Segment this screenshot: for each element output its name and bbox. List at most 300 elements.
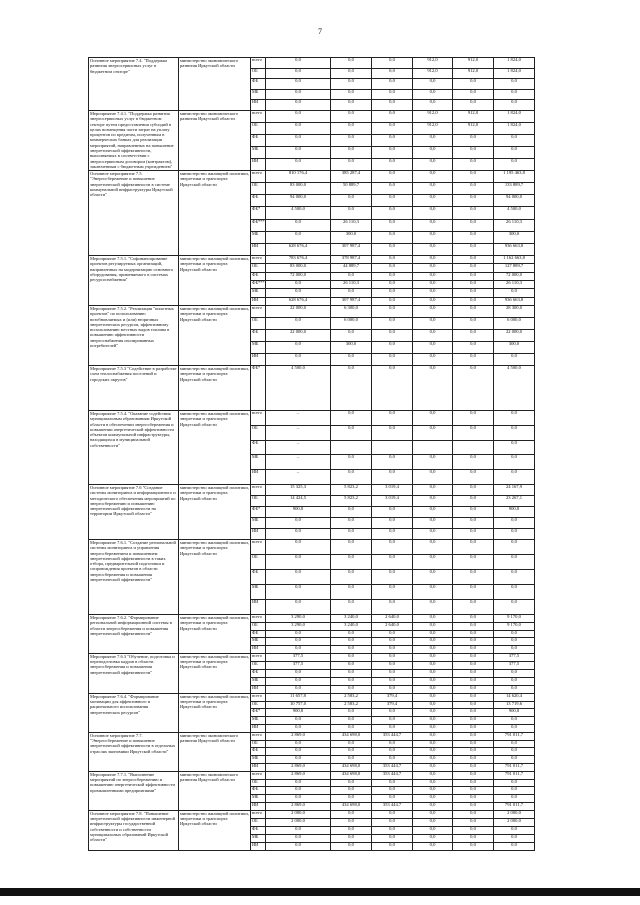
amount-cell: 0,0 xyxy=(413,614,453,622)
funding-source: всего xyxy=(251,653,266,661)
funding-source: всего xyxy=(251,255,266,263)
amount-cell: 0,0 xyxy=(453,685,494,693)
amount-cell: 94 000,0 xyxy=(266,195,331,207)
funding-source: ФБ* xyxy=(251,709,266,717)
amount-cell: 791 011,7 xyxy=(494,732,535,740)
amount-cell: 0,0 xyxy=(453,341,494,353)
funding-source: ИИ xyxy=(251,100,266,111)
funding-source: МБ xyxy=(251,89,266,100)
executor-name: министерство жилищной политики, энергетики и транспорта Иркутской области xyxy=(179,255,251,305)
amount-cell: 2 869,0 xyxy=(266,803,331,811)
amount-cell: 0,0 xyxy=(331,100,372,111)
amount-cell: 0,0 xyxy=(453,638,494,646)
amount-cell: 0,0 xyxy=(372,506,413,517)
amount-cell: 0,0 xyxy=(413,748,453,756)
amount-cell: 0,0 xyxy=(494,146,535,158)
amount-cell: 0,0 xyxy=(266,842,331,850)
amount-cell: 0,0 xyxy=(266,158,331,170)
amount-cell: 3 019,4 xyxy=(372,484,413,495)
amount-cell: 0,0 xyxy=(494,134,535,146)
funding-source: МБ xyxy=(251,517,266,528)
funding-source: ФБ xyxy=(251,79,266,90)
measure-name: Основное мероприятие 7.4. "Поддержка развития энергосервисных услуг в бюджетном секторе" xyxy=(89,58,179,111)
amount-cell: 0,0 xyxy=(331,677,372,685)
funding-source: всего xyxy=(251,110,266,122)
amount-cell: 300,0 xyxy=(331,341,372,353)
funding-source: ФБ xyxy=(251,787,266,795)
amount-cell: 0,0 xyxy=(413,365,453,410)
amount-cell: 0,0 xyxy=(453,693,494,701)
amount-cell: 0,0 xyxy=(413,810,453,818)
amount-cell: 0,0 xyxy=(413,701,453,709)
table-row xyxy=(89,410,593,425)
amount-cell: 9 170,0 xyxy=(494,622,535,630)
amount-cell: 28 300,0 xyxy=(494,305,535,317)
amount-cell: 0,0 xyxy=(453,243,494,255)
amount-cell: 0,0 xyxy=(372,709,413,717)
amount-cell: 0,0 xyxy=(331,826,372,834)
amount-cell: 0,0 xyxy=(494,455,535,470)
amount-cell: 0,0 xyxy=(372,219,413,231)
amount-cell: 353 444,7 xyxy=(372,764,413,772)
funding-source: ФБ* xyxy=(251,207,266,219)
amount-cell xyxy=(453,440,494,455)
amount-cell: 0,0 xyxy=(453,289,494,297)
funding-source: ФБ xyxy=(251,826,266,834)
amount-cell: 0,0 xyxy=(413,622,453,630)
amount-cell: 0,0 xyxy=(372,425,413,440)
amount-cell: 0,0 xyxy=(453,353,494,365)
amount-cell: 0,0 xyxy=(494,353,535,365)
amount-cell: 0,0 xyxy=(331,134,372,146)
amount-cell: 0,0 xyxy=(413,685,453,693)
amount-cell: 0,0 xyxy=(453,484,494,495)
amount-cell: 0,0 xyxy=(453,818,494,826)
amount-cell: 3 240,0 xyxy=(331,614,372,622)
amount-cell: 0,0 xyxy=(331,122,372,134)
funding-source: всего xyxy=(251,58,266,69)
funding-source: ОБ xyxy=(251,264,266,272)
amount-cell: 912,0 xyxy=(453,110,494,122)
amount-cell: 0,0 xyxy=(266,517,331,528)
executor-name: министерство жилищной политики, энергетики и транспорта Иркутской области xyxy=(179,693,251,732)
amount-cell: 0,0 xyxy=(331,787,372,795)
amount-cell: 6 300,0 xyxy=(331,305,372,317)
amount-cell: 0,0 xyxy=(372,818,413,826)
amount-cell: 434 698,0 xyxy=(331,803,372,811)
amount-cell: 0,0 xyxy=(413,495,453,506)
amount-cell: 0,0 xyxy=(331,818,372,826)
amount-cell: 0,0 xyxy=(372,68,413,79)
amount-cell: 26 110,3 xyxy=(494,280,535,288)
amount-cell: 0,0 xyxy=(494,289,535,297)
amount-cell: 133 889,7 xyxy=(494,183,535,195)
amount-cell: 0,0 xyxy=(413,779,453,787)
amount-cell: 0,0 xyxy=(372,365,413,410)
amount-cell: 912,0 xyxy=(413,122,453,134)
amount-cell: 0,0 xyxy=(266,677,331,685)
amount-cell: 0,0 xyxy=(372,158,413,170)
funding-source: ФБ xyxy=(251,569,266,584)
amount-cell: 0,0 xyxy=(372,470,413,485)
amount-cell: 0,0 xyxy=(494,539,535,554)
amount-cell: 0,0 xyxy=(331,638,372,646)
amount-cell: 0,0 xyxy=(372,646,413,654)
amount-cell: 783 676,4 xyxy=(266,255,331,263)
executor-name: министерство жилищной политики, энергетики и транспорта Иркутской области xyxy=(179,410,251,484)
amount-cell: 0,0 xyxy=(372,630,413,638)
amount-cell: 0,0 xyxy=(372,599,413,614)
executor-name: министерство жилищной политики, энергетики и транспорта Иркутской области xyxy=(179,810,251,850)
funding-source: ИИ xyxy=(251,243,266,255)
amount-cell: 0,0 xyxy=(331,470,372,485)
amount-cell: 0,0 xyxy=(331,669,372,677)
funding-source: всего xyxy=(251,810,266,818)
amount-cell: 0,0 xyxy=(453,100,494,111)
amount-cell: 628 676,4 xyxy=(266,297,331,305)
funding-source: МБ xyxy=(251,289,266,297)
amount-cell: 0,0 xyxy=(331,740,372,748)
amount-cell: 0,0 xyxy=(453,554,494,569)
amount-cell: 15 325,3 xyxy=(266,484,331,495)
funding-source: всего xyxy=(251,484,266,495)
amount-cell: 0,0 xyxy=(413,272,453,280)
amount-cell: 0,0 xyxy=(331,630,372,638)
amount-cell: 0,0 xyxy=(494,787,535,795)
amount-cell: 0,0 xyxy=(494,89,535,100)
amount-cell: 0,0 xyxy=(372,725,413,733)
amount-cell: 0,0 xyxy=(453,89,494,100)
amount-cell: – xyxy=(266,470,331,485)
amount-cell: 0,0 xyxy=(413,305,453,317)
amount-cell: 0,0 xyxy=(266,646,331,654)
amount-cell: 0,0 xyxy=(494,677,535,685)
amount-cell: 3 290,0 xyxy=(266,614,331,622)
amount-cell: 72 000,0 xyxy=(494,272,535,280)
amount-cell: 0,0 xyxy=(266,528,331,539)
amount-cell: 83 000,0 xyxy=(266,183,331,195)
amount-cell: 300,0 xyxy=(494,341,535,353)
amount-cell: 0,0 xyxy=(494,740,535,748)
funding-source: ФБ*** xyxy=(251,219,266,231)
executor-name: министерство экономического развития Иркутской области xyxy=(179,58,251,111)
executor-name: министерство жилищной политики, энергетики и транспорта Иркутской области xyxy=(179,365,251,410)
table-row xyxy=(89,539,593,554)
measure-name: Мероприятие 7.6.4. "Формирование мотивации для эффективного и рационального использования энергетических ресурсов" xyxy=(89,693,179,732)
amount-cell: 0,0 xyxy=(266,100,331,111)
amount-cell: 0,0 xyxy=(266,219,331,231)
amount-cell: 0,0 xyxy=(331,584,372,599)
amount-cell: 0,0 xyxy=(372,842,413,850)
amount-cell: 0,0 xyxy=(413,740,453,748)
table-row xyxy=(89,653,593,661)
amount-cell: 0,0 xyxy=(266,834,331,842)
amount-cell: 0,0 xyxy=(331,756,372,764)
amount-cell: 0,0 xyxy=(494,425,535,440)
amount-cell: 0,0 xyxy=(331,661,372,669)
amount-cell: 4 500,0 xyxy=(266,207,331,219)
amount-cell: 0,0 xyxy=(372,341,413,353)
funding-source: ФБ xyxy=(251,669,266,677)
amount-cell: 0,0 xyxy=(494,470,535,485)
amount-cell: 0,0 xyxy=(453,748,494,756)
amount-cell: 0,0 xyxy=(266,826,331,834)
amount-cell: 0,0 xyxy=(372,183,413,195)
amount-cell: 0,0 xyxy=(372,134,413,146)
amount-cell: 0,0 xyxy=(413,725,453,733)
amount-cell: 4 500,0 xyxy=(494,207,535,219)
amount-cell: 379,4 xyxy=(372,693,413,701)
funding-source: ОБ xyxy=(251,183,266,195)
funding-source: всего xyxy=(251,771,266,779)
amount-cell: 0,0 xyxy=(413,317,453,329)
funding-source: ИИ xyxy=(251,158,266,170)
amount-cell: 0,0 xyxy=(494,158,535,170)
funding-source: ФБ* xyxy=(251,365,266,410)
amount-cell: 0,0 xyxy=(331,725,372,733)
amount-cell: 0,0 xyxy=(413,554,453,569)
amount-cell: – xyxy=(266,455,331,470)
amount-cell: 94 000,0 xyxy=(494,195,535,207)
amount-cell: 23 267,1 xyxy=(494,495,535,506)
amount-cell: 0,0 xyxy=(453,740,494,748)
amount-cell: 0,0 xyxy=(413,709,453,717)
amount-cell: 0,0 xyxy=(331,58,372,69)
amount-cell: 22 000,0 xyxy=(266,329,331,341)
amount-cell: 26 110,3 xyxy=(494,219,535,231)
amount-cell: 353 444,7 xyxy=(372,771,413,779)
amount-cell: 0,0 xyxy=(266,353,331,365)
measure-name: Мероприятие 7.7.1. "Выполнение мероприятий по энергосбережению и повышению энергетической эффективности промышленными предприятиями" xyxy=(89,771,179,810)
amount-cell: 0,0 xyxy=(413,219,453,231)
executor-name: министерство экономического развития Иркутской области xyxy=(179,771,251,810)
amount-cell xyxy=(372,440,413,455)
amount-cell: 0,0 xyxy=(266,289,331,297)
amount-cell: 0,0 xyxy=(453,717,494,725)
amount-cell: 0,0 xyxy=(372,826,413,834)
amount-cell: 0,0 xyxy=(266,122,331,134)
amount-cell: 912,0 xyxy=(453,58,494,69)
funding-source: ИИ xyxy=(251,764,266,772)
amount-cell: 0,0 xyxy=(372,717,413,725)
amount-cell: 377,5 xyxy=(494,653,535,661)
amount-cell: 936 663,8 xyxy=(494,243,535,255)
funding-source: ФБ xyxy=(251,748,266,756)
amount-cell: 0,0 xyxy=(413,297,453,305)
table-row xyxy=(89,170,593,182)
amount-cell: 0,0 xyxy=(372,455,413,470)
amount-cell: 0,0 xyxy=(266,341,331,353)
amount-cell: 0,0 xyxy=(494,826,535,834)
amount-cell: 0,0 xyxy=(372,207,413,219)
amount-cell: 0,0 xyxy=(413,100,453,111)
amount-cell: 0,0 xyxy=(413,470,453,485)
amount-cell: 377,5 xyxy=(266,653,331,661)
funding-source: МБ xyxy=(251,638,266,646)
amount-cell: 1 824,0 xyxy=(494,110,535,122)
amount-cell: 0,0 xyxy=(453,79,494,90)
amount-cell: 0,0 xyxy=(266,110,331,122)
amount-cell: 0,0 xyxy=(331,289,372,297)
amount-cell: 0,0 xyxy=(413,134,453,146)
table-row xyxy=(89,771,593,779)
amount-cell: 0,0 xyxy=(331,842,372,850)
amount-cell: 0,0 xyxy=(331,89,372,100)
amount-cell: 0,0 xyxy=(413,146,453,158)
funding-source: всего xyxy=(251,170,266,182)
amount-cell: 0,0 xyxy=(413,289,453,297)
amount-cell: 434 698,0 xyxy=(331,771,372,779)
amount-cell: 0,0 xyxy=(331,646,372,654)
amount-cell: 0,0 xyxy=(453,272,494,280)
amount-cell: 0,0 xyxy=(266,134,331,146)
amount-cell: 127 889,7 xyxy=(494,264,535,272)
amount-cell: 0,0 xyxy=(413,506,453,517)
amount-cell: 0,0 xyxy=(331,685,372,693)
amount-cell: 0,0 xyxy=(413,170,453,182)
amount-cell: 0,0 xyxy=(413,264,453,272)
funding-source: МБ xyxy=(251,341,266,353)
amount-cell: 353 444,7 xyxy=(372,732,413,740)
amount-cell: 0,0 xyxy=(413,599,453,614)
amount-cell: 0,0 xyxy=(413,732,453,740)
amount-cell: 791 011,7 xyxy=(494,803,535,811)
executor-name: министерство жилищной политики, энергетики и транспорта Иркутской области xyxy=(179,305,251,365)
amount-cell: 3 240,0 xyxy=(331,622,372,630)
amount-cell: 0,0 xyxy=(413,255,453,263)
amount-cell: 0,0 xyxy=(413,231,453,243)
amount-cell: 0,0 xyxy=(331,158,372,170)
amount-cell: 6 000,0 xyxy=(494,317,535,329)
funding-source: ОБ xyxy=(251,701,266,709)
amount-cell: 0,0 xyxy=(413,195,453,207)
amount-cell: 0,0 xyxy=(494,779,535,787)
funding-source: ФБ xyxy=(251,195,266,207)
amount-cell: 0,0 xyxy=(453,207,494,219)
amount-cell: 0,0 xyxy=(453,677,494,685)
amount-cell: 0,0 xyxy=(413,183,453,195)
amount-cell: 0,0 xyxy=(413,528,453,539)
amount-cell: 0,0 xyxy=(413,638,453,646)
amount-cell: 434 698,0 xyxy=(331,764,372,772)
amount-cell: 2 000,0 xyxy=(266,810,331,818)
amount-cell: 0,0 xyxy=(453,280,494,288)
funding-source: ОБ xyxy=(251,425,266,440)
amount-cell: 0,0 xyxy=(413,79,453,90)
amount-cell: 0,0 xyxy=(494,630,535,638)
amount-cell: 0,0 xyxy=(372,305,413,317)
amount-cell: 900,8 xyxy=(266,506,331,517)
amount-cell: 0,0 xyxy=(372,89,413,100)
amount-cell: 300,0 xyxy=(494,231,535,243)
funding-source: МБ xyxy=(251,834,266,842)
funding-source: МБ xyxy=(251,584,266,599)
amount-cell: 5 823,2 xyxy=(331,495,372,506)
amount-cell: 0,0 xyxy=(494,646,535,654)
amount-cell: 0,0 xyxy=(266,725,331,733)
amount-cell: 0,0 xyxy=(266,68,331,79)
amount-cell: 0,0 xyxy=(453,669,494,677)
amount-cell: 1 824,0 xyxy=(494,58,535,69)
amount-cell: 0,0 xyxy=(453,255,494,263)
amount-cell: 4 500,0 xyxy=(266,365,331,410)
funding-source: ФБ xyxy=(251,272,266,280)
amount-cell: 0,0 xyxy=(453,539,494,554)
amount-cell: 0,0 xyxy=(453,264,494,272)
amount-cell: 0,0 xyxy=(266,748,331,756)
amount-cell: 0,0 xyxy=(372,795,413,803)
amount-cell: 0,0 xyxy=(453,305,494,317)
amount-cell: 0,0 xyxy=(494,517,535,528)
measure-name: Мероприятие 7.6.2. "Формирование региональной информационной системы в области энергосбережения и повышения энергетической эффективности" xyxy=(89,614,179,653)
amount-cell: 0,0 xyxy=(453,584,494,599)
measure-name: Мероприятие 7.5.1. "Софинансирование проектов регулируемых организаций, направленных на модернизацию основного оборудования, применяемого в системах ресурсоснабжения" xyxy=(89,255,179,305)
amount-cell: 0,0 xyxy=(372,410,413,425)
amount-cell: 0,0 xyxy=(372,280,413,288)
amount-cell: 0,0 xyxy=(266,717,331,725)
amount-cell: 0,0 xyxy=(453,329,494,341)
amount-cell: 0,0 xyxy=(331,68,372,79)
amount-cell: 0,0 xyxy=(453,779,494,787)
amount-cell: 0,0 xyxy=(494,79,535,90)
executor-name: министерство жилищной политики, энергетики и транспорта Иркутской области xyxy=(179,653,251,693)
measure-name: Основное мероприятие 7.8. "Повышение энергетической эффективности инженерной инфраструктуры государственной собственности и собственности муниципальных образований Иркутской области" xyxy=(89,810,179,850)
amount-cell: 0,0 xyxy=(331,748,372,756)
amount-cell: 0,0 xyxy=(266,58,331,69)
funding-source: ФБ xyxy=(251,134,266,146)
amount-cell: 0,0 xyxy=(372,756,413,764)
amount-cell: 0,0 xyxy=(372,353,413,365)
funding-source: ОБ xyxy=(251,68,266,79)
amount-cell: 0,0 xyxy=(494,100,535,111)
amount-cell: 0,0 xyxy=(453,425,494,440)
amount-cell: 0,0 xyxy=(413,795,453,803)
amount-cell: 912,0 xyxy=(453,122,494,134)
amount-cell: 0,0 xyxy=(453,170,494,182)
amount-cell: 0,0 xyxy=(413,484,453,495)
amount-cell: 0,0 xyxy=(453,599,494,614)
amount-cell: 0,0 xyxy=(494,725,535,733)
amount-cell: 22 000,0 xyxy=(266,305,331,317)
amount-cell: 2 640,0 xyxy=(372,614,413,622)
amount-cell: 0,0 xyxy=(413,207,453,219)
measure-name: Основное мероприятие 7.6 "Создание системы мониторинга и информационного и методического обеспечения мероприятий по энергосбережению и повышению энергетической эффективности на территории Иркутской области" xyxy=(89,484,179,539)
amount-cell: 0,0 xyxy=(413,425,453,440)
amount-cell: 0,0 xyxy=(413,584,453,599)
amount-cell: 0,0 xyxy=(494,584,535,599)
amount-cell: 0,0 xyxy=(453,725,494,733)
amount-cell: 0,0 xyxy=(266,795,331,803)
amount-cell: 0,0 xyxy=(453,569,494,584)
amount-cell: 10 757,0 xyxy=(266,701,331,709)
amount-cell: 0,0 xyxy=(453,158,494,170)
amount-cell: 0,0 xyxy=(413,517,453,528)
measure-name: Мероприятие 7.5.4. "Оказание содействия муниципальным образованиям Иркутской области в обеспечении энергосбережения и повышении энергетической эффективности объектов коммунальной инфраструктуры, находящихся в муниципальной собственности" xyxy=(89,410,179,484)
funding-source: МБ xyxy=(251,455,266,470)
amount-cell: 0,0 xyxy=(453,455,494,470)
amount-cell: 0,0 xyxy=(494,756,535,764)
amount-cell: 434 698,0 xyxy=(331,732,372,740)
funding-source: ОБ xyxy=(251,818,266,826)
amount-cell: 5 823,2 xyxy=(331,484,372,495)
amount-cell: 0,0 xyxy=(453,297,494,305)
amount-cell: 0,0 xyxy=(413,787,453,795)
funding-source: ИИ xyxy=(251,297,266,305)
amount-cell: 0,0 xyxy=(453,231,494,243)
amount-cell: 0,0 xyxy=(331,207,372,219)
amount-cell: 0,0 xyxy=(413,834,453,842)
funding-source: МБ xyxy=(251,756,266,764)
